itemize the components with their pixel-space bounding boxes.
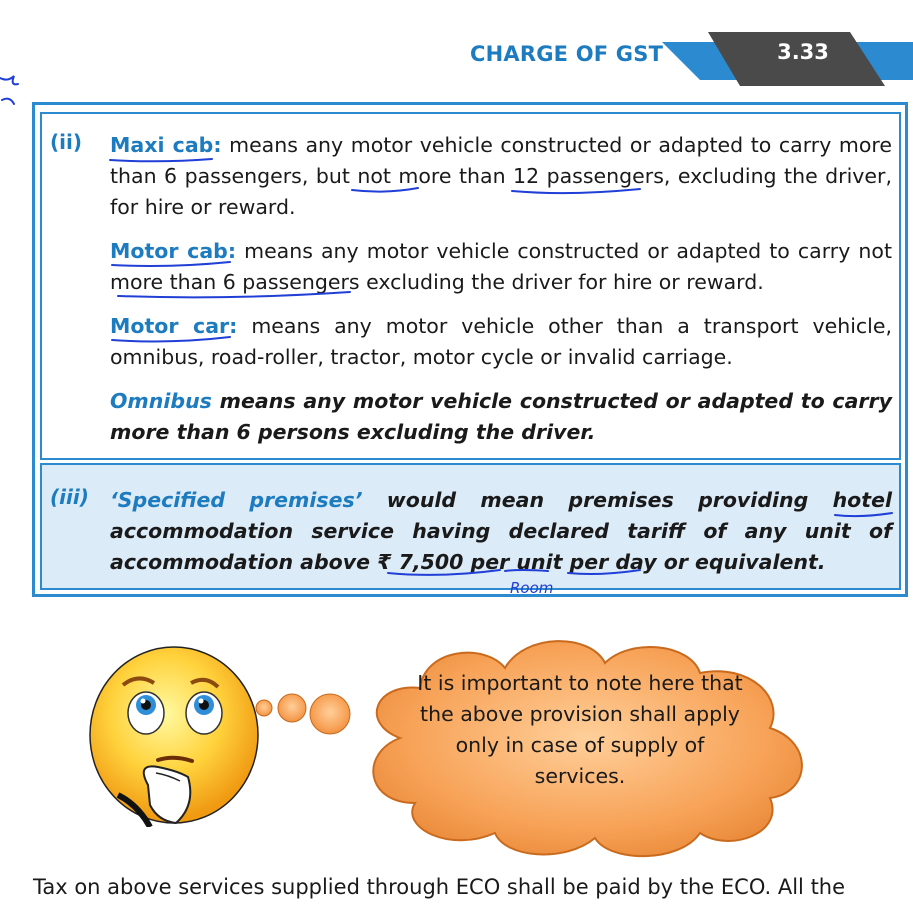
specified-premises-text: would mean premises providing hotel accommodation service having declared tariff of any unit of accommodation above ₹ 7,500 per unit per day or equivalent.: [110, 488, 892, 574]
maxi-cab-definition: [110, 130, 892, 223]
motor-car-text: means any motor vehicle other than a transport vehicle, omnibus, road-roller, tractor, motor cycle or invalid carriage.: [110, 314, 892, 369]
motor-cab-definition: [110, 236, 892, 298]
thought-bubble-text: It is important to note here that the above provision shall apply only in case of supply of services.: [417, 671, 743, 788]
thinking-face-icon: [88, 645, 263, 827]
motor-car-definition: [110, 311, 892, 373]
item-number-ii: (ii): [50, 130, 82, 154]
body-text: Tax on above services supplied through ECO shall be paid by the ECO. All the: [33, 875, 846, 899]
item-number-iii: (iii): [50, 485, 89, 509]
motor-car-term: Motor car:: [110, 314, 238, 338]
omnibus-term: Omnibus: [110, 389, 212, 413]
omnibus-text: means any motor vehicle constructed or adapted to carry more than 6 persons excluding the driver.: [110, 389, 892, 444]
specified-premises-definition: [110, 485, 892, 578]
maxi-cab-term: Maxi cab:: [110, 133, 222, 157]
chapter-title: CHARGE OF GST: [470, 42, 664, 66]
omnibus-definition: [110, 386, 892, 448]
specified-premises-term: ‘Specified premises’: [110, 488, 363, 512]
motor-cab-text: means any motor vehicle constructed or adapted to carry not more than 6 passengers excluding the driver for hire or reward.: [110, 239, 892, 294]
motor-cab-term: Motor cab:: [110, 239, 237, 263]
handwritten-room-note: Room: [510, 579, 554, 597]
maxi-cab-text: means any motor vehicle constructed or adapted to carry more than 6 passengers, but not more than 12 passengers, excluding the driver, for hire or reward.: [110, 133, 892, 219]
page-number: 3.33: [777, 40, 829, 64]
